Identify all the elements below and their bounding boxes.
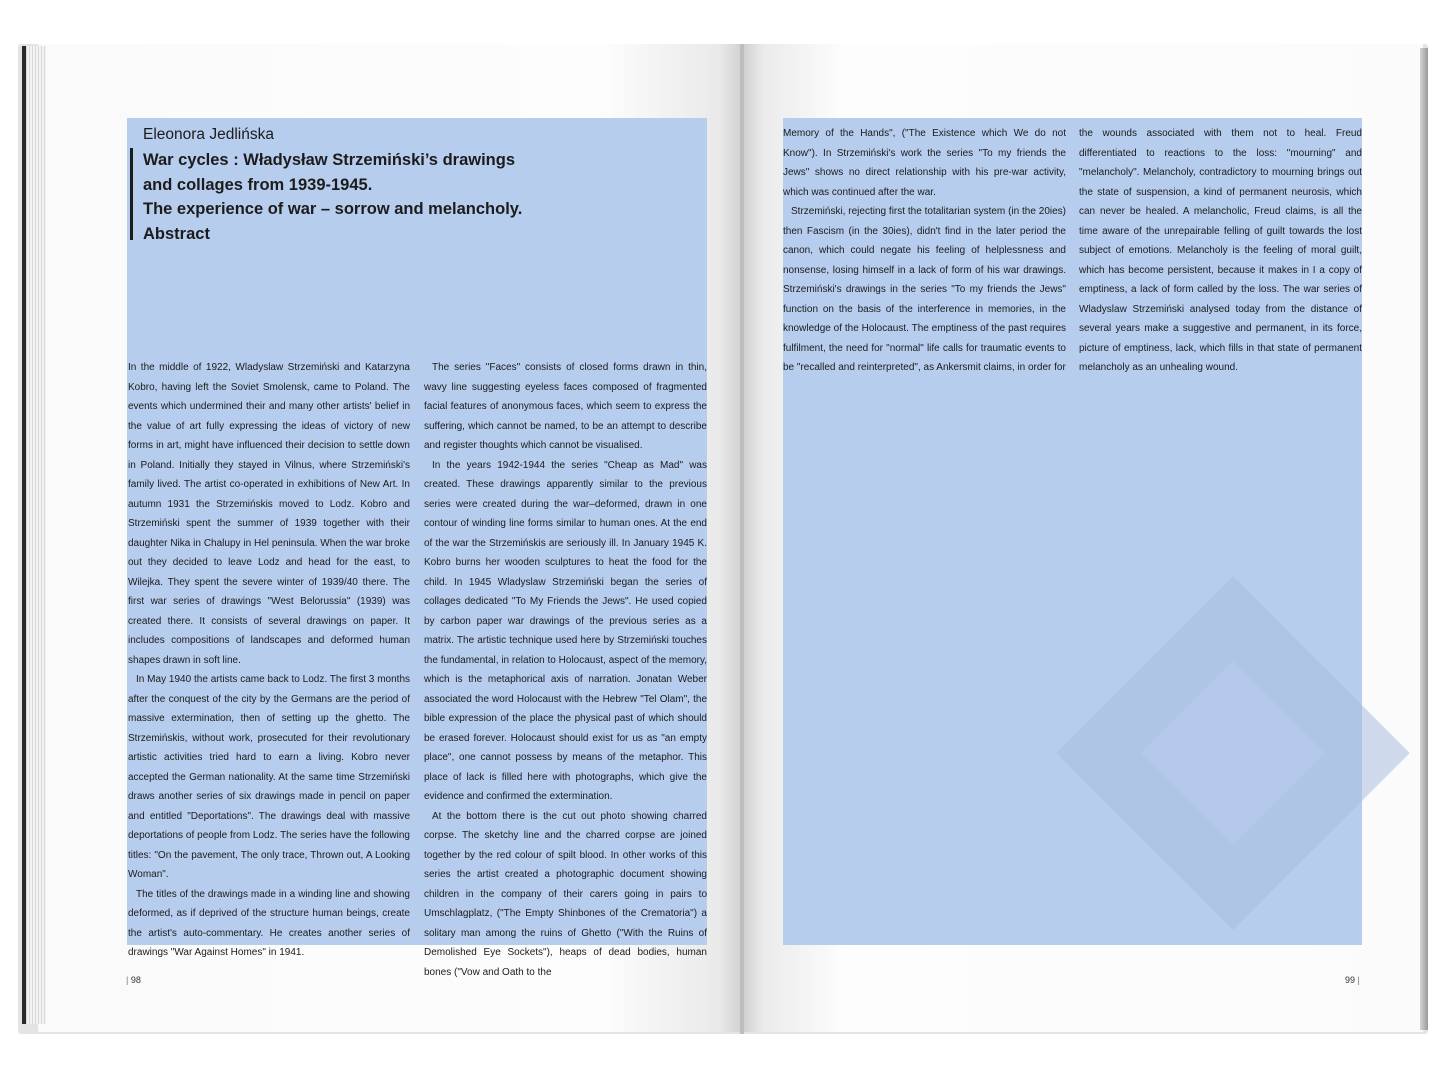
page-number-left	[126, 975, 141, 985]
page-number-right	[1345, 975, 1360, 985]
paragraph: the wounds associated with them not to heal. Freud differentiated to reactions to the loss: "mourning" and "melancholy". Melancholy, contradictory to mourning brings out the state of suspension, a kind of permanent neurosis, which can never be healed. A melancholic, Freud claims, is all the time aware of the unrepairable felling of guilt towards the lost subject of emotions. Melancholy is the feeling of moral guilt, which has become persistent, because it makes in I a copy of emptiness, a lack of form called by the loss. The war series of Wladyslaw Strzemiński analysed today from the distance of several years make a suggestive and permanent, in its force, picture of emptiness, lack, which fills in that state of permanent melancholy as an unhealing wound.	[1079, 128, 1362, 373]
page-number-tick: |	[1355, 975, 1360, 985]
paragraph: Memory of the Hands", ("The Existence which We do not Know"). In Strzemiński's work the series "To my friends the Jews" shows no direct relationship with his pre-war activity, which was continued after the war.	[783, 128, 1066, 198]
title-line: Abstract	[143, 225, 210, 244]
paragraph: The titles of the drawings made in a winding line and showing deformed, as if deprived of the structure human beings, create the artist's auto-commentary. He creates another series of drawings "War Against Homes" in 1941.	[128, 888, 410, 958]
page-number-value: 98	[130, 975, 141, 985]
page-edges	[22, 46, 46, 1024]
paragraph: At the bottom there is the cut out photo showing charred corpse. The sketchy line and the charred corpse are joined together by the red colour of spilt blood. In other works of this series the artist created a photographic document showing children in the company of their carers going in pairs to Umschlagplatz, ("The Empty Shinbones of the Crematoria") a solitary man among the ruins of Ghetto ("With the Ruins of Demolished Eye Sockets"), heaps of dead bodies, human bones ("Vow and Oath to the	[424, 810, 707, 978]
page-number-tick: |	[126, 975, 131, 985]
title-rule	[130, 148, 133, 240]
article-title	[143, 148, 663, 247]
paragraph: In the years 1942-1944 the series "Cheap as Mad" was created. These drawings apparently similar to the previous series were created during the war–deformed, drawn in one contour of winding line forms similar to human ones. At the end of the war the Strzemińskis are seriously ill. In January 1945 K. Kobro burns her wooden sculptures to heat the food for the child. In 1945 Wladyslaw Strzemiński began the series of collages dedicated "To My Friends the Jews". He used copied by carbon paper war drawings of the previous series as a matrix. The artistic technique used here by Strzemiński touches the fundamental, in relation to Holocaust, aspect of the memory, which is the metaphorical axis of narration. Jonatan Weber associated the word Holocaust with the Hebrew "Tel Olam", the bible expression of the place the physical past of which should be erased forever. Holocaust should exist for us as "an empty place", one cannot possess by means of the metaphor. This place of lack is filled here with photographs, which give the evidence and confirmed the extermination.	[424, 459, 707, 802]
text-column-1	[128, 358, 410, 963]
right-page-edge	[1420, 48, 1428, 1030]
page-number-value: 99	[1345, 975, 1356, 985]
title-line: The experience of war – sorrow and melancholy.	[143, 200, 523, 219]
paragraph: Strzemiński, rejecting first the totalitarian system (in the 20ies) then Fascism (in the 30ies), didn't find in the later period the canon, which could negate his feeling of helplessness and nonsense, losing himself in a lack of form of his war drawings. Strzemiński's drawings in the series "To my friends the Jews" function on the basis of the interference in memories, in the knowledge of the Holocaust. The emptiness of the past requires fulfilment, the need for "normal" life calls for traumatic events to be "recalled and reinterpreted", as Ankersmit claims, in order for	[783, 206, 1066, 373]
text-column-2	[424, 358, 707, 982]
title-line: War cycles : Władysław Strzemiński’s drawings	[143, 151, 515, 169]
paragraph: The series "Faces" consists of closed forms drawn in thin, wavy line suggesting eyeless faces composed of fragmented facial features of anonymous faces, which seem to express the suffering, which cannot be named, to be an attempt to describe and register thoughts which cannot be visualised.	[424, 362, 707, 451]
title-line: and collages from 1939-1945.	[143, 175, 373, 194]
author-name: Eleonora Jedlińska	[143, 126, 274, 143]
paragraph: In the middle of 1922, Wladyslaw Strzemiński and Katarzyna Kobro, having left the Soviet Smolensk, came to Poland. The events which undermined their and many other artists' belief in the value of art fully expressing the ideas of victory of new forms in art, might have influenced their decision to settle down in Poland. Initially they stayed in Vilnus, where Strzemiński's family lived. The artist co-operated in exhibitions of New Art. In autumn 1931 the Strzemińskis moved to Lodz. Kobro and Strzemiński spent the summer of 1939 together with their daughter Nika in Chalupy in Hel peninsula. When the war broke out they decided to leave Lodz and head for the east, to Wilejka. They spent the severe winter of 1939/40 there. The first war series of drawings "West Belorussia" (1939) was created there. It consists of several drawings on paper. It includes compositions of landscapes and deformed human shapes drawn in soft line.	[128, 362, 410, 666]
text-column-4	[1079, 124, 1362, 378]
text-column-3	[783, 124, 1066, 378]
paragraph: In May 1940 the artists came back to Lodz. The first 3 months after the conquest of the city by the Germans are the period of massive extermination, then of setting up the ghetto. The Strzemińskis, without work, prosecuted for their revolutionary artistic activities tried hard to earn a living. Kobro never accepted the German nationality. At the same time Strzemiński draws another series of six drawings made in pencil on paper and entitled "Deportations". The drawings deal with massive deportations of people from Lodz. The series have the following titles: "On the pavement, The only trace, Thrown out, A Looking Woman".	[128, 674, 410, 880]
book-gutter	[740, 44, 744, 1034]
